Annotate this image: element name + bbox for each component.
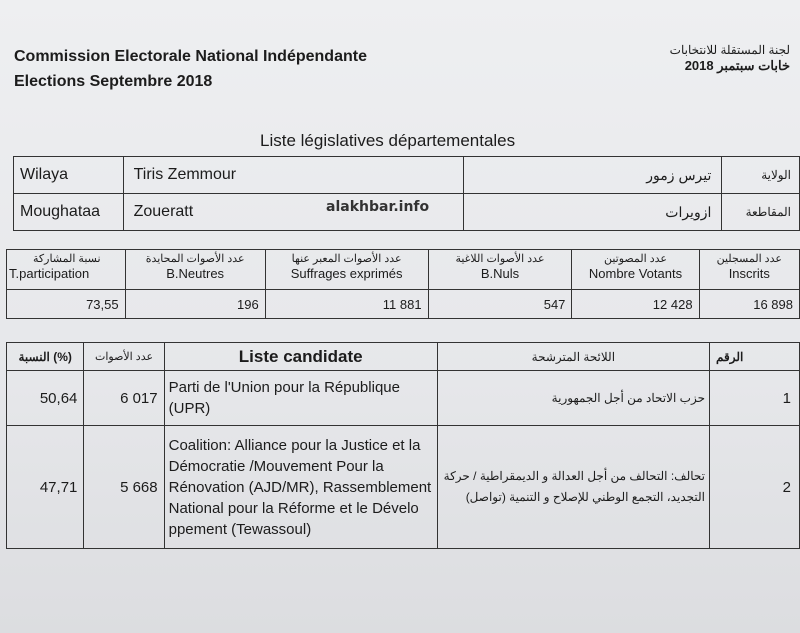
stats-header-inscrits: عدد المسجلين Inscrits: [699, 250, 799, 290]
stats-value-participation: 73,55: [7, 290, 126, 319]
row-rank: 1: [709, 371, 799, 426]
header-list-fr: Liste candidate: [164, 343, 437, 371]
stats-table: [6, 249, 800, 319]
watermark: alakhbar.info: [326, 199, 430, 215]
table-row: [7, 371, 800, 426]
commission-name-ar: لجنة المستقلة للانتخابات: [669, 43, 790, 57]
stats-header-exprimes: عدد الأصوات المعبر عنها Suffrages exprimés: [265, 250, 428, 290]
elections-date-ar: خابات سبتمبر 2018: [684, 58, 790, 73]
row-list-name-fr: Coalition: Alliance pour la Justice et la Démocratie /Mouvement Pour la Rénovation (AJD/MR), Rassemblement National pour la Réforme et le Dévelo ppement (Tewassoul): [164, 426, 437, 549]
location-table: [13, 156, 800, 231]
row-list-name-ar: حزب الاتحاد من أجل الجمهورية: [437, 371, 709, 426]
wilaya-label-ar: الولاية: [722, 157, 800, 194]
row-votes: 6 017: [84, 371, 164, 426]
row-list-name-fr: Parti de l'Union pour la République (UPR): [164, 371, 437, 426]
wilaya-value-ar: تيرس زمور: [463, 157, 722, 194]
stats-value-inscrits: 16 898: [699, 290, 799, 319]
row-percent: 47,71: [7, 426, 84, 549]
moughataa-value-ar: ازويرات: [463, 194, 722, 231]
row-percent: 50,64: [7, 371, 84, 426]
stats-header-row: [7, 250, 800, 290]
moughataa-label-ar: المقاطعة: [722, 194, 800, 231]
stats-value-neutres: 196: [125, 290, 265, 319]
stats-value-exprimes: 11 881: [265, 290, 428, 319]
document-title: Liste législatives départementales: [260, 131, 516, 150]
candidates-header-row: [7, 343, 800, 371]
commission-name-fr: Commission Electorale National Indépendante: [14, 48, 367, 65]
moughataa-value: Zoueratt: [123, 194, 463, 231]
stats-value-votants: 12 428: [572, 290, 699, 319]
row-rank: 2: [709, 426, 799, 549]
moughataa-label: Moughataa: [14, 194, 124, 231]
stats-header-nuls: عدد الأصوات اللاغية B.Nuls: [428, 250, 572, 290]
wilaya-row: [14, 157, 800, 194]
elections-date-fr: Elections Septembre 2018: [14, 73, 213, 90]
header-rank: الرقم: [709, 343, 799, 371]
stats-header-votants: عدد المصوتين Nombre Votants: [572, 250, 699, 290]
row-votes: 5 668: [84, 426, 164, 549]
header-french: [14, 44, 367, 94]
candidates-table: [6, 342, 800, 549]
row-list-name-ar: تحالف: التحالف من أجل العدالة و الديمقراطية / حركة التجديد، التجمع الوطني للإصلاح و التنمية (تواصل): [437, 426, 709, 549]
header-percent: (%) النسبة: [7, 343, 84, 371]
header-arabic: [670, 42, 790, 74]
wilaya-label: Wilaya: [14, 157, 124, 194]
table-row: [7, 426, 800, 549]
stats-header-participation: نسبة المشاركة T.participation: [7, 250, 126, 290]
stats-value-nuls: 547: [428, 290, 572, 319]
header-list-ar: اللائحة المترشحة: [437, 343, 709, 371]
wilaya-value: Tiris Zemmour: [123, 157, 463, 194]
stats-value-row: [7, 290, 800, 319]
header-votes: عدد الأصوات: [84, 343, 164, 371]
stats-header-neutres: عدد الأصوات المحايدة B.Neutres: [125, 250, 265, 290]
